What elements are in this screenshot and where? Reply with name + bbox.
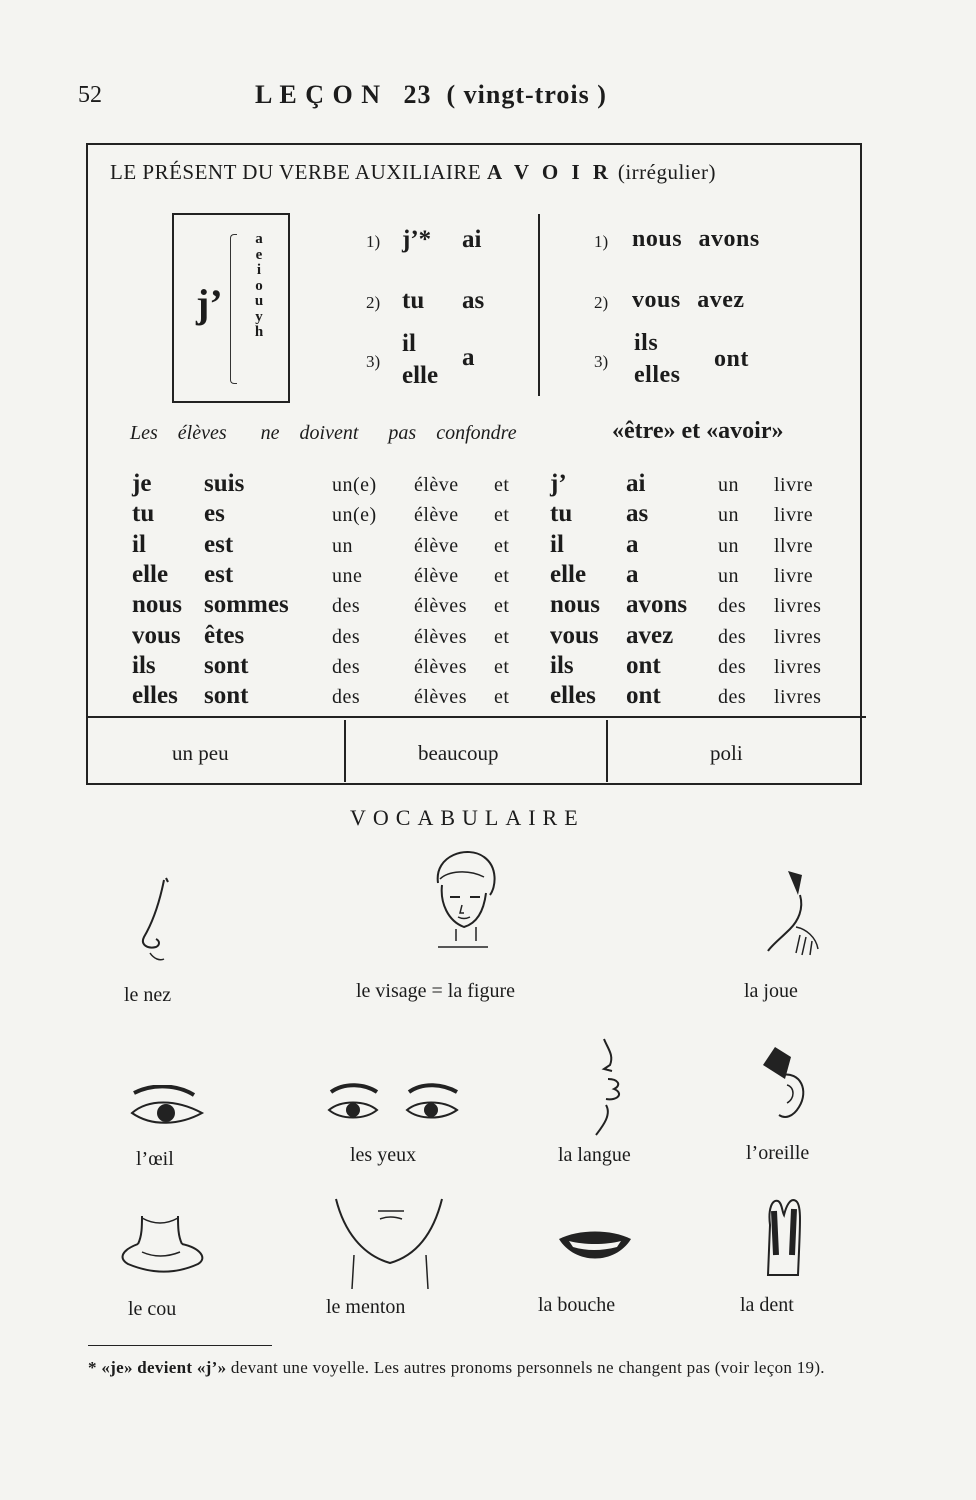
table-cell: avons	[626, 591, 688, 619]
table-cell: nous	[132, 591, 183, 619]
table-cell: livre	[774, 504, 814, 527]
table-cell: et	[494, 474, 510, 496]
vocab-label: le cou	[128, 1298, 177, 1320]
cell-divider	[606, 720, 608, 782]
table-row	[132, 652, 872, 682]
lesson-title: L E Ç O N 23 ( vingt-trois )	[255, 80, 607, 109]
chin-illustration	[330, 1195, 450, 1295]
table-cell: a	[626, 560, 639, 588]
neck-illustration	[112, 1212, 212, 1277]
tongue-illustration	[588, 1035, 638, 1140]
table-divider	[88, 716, 866, 718]
singular-number: 2)	[366, 293, 381, 312]
plural-number: 3)	[594, 352, 609, 371]
brace-shape	[230, 234, 237, 384]
singular-pronoun: j’*	[402, 226, 432, 253]
vowel-list: a e i o u y h	[254, 231, 264, 340]
table-row	[132, 500, 872, 530]
vocab-label: l’oreille	[746, 1142, 810, 1164]
plural-pronoun: ils	[634, 330, 659, 356]
table-cell: élève	[414, 504, 459, 527]
footnote: * «je» devient «j’» devant une voyelle. Les autres pronoms personnels ne changent pas (voir leçon 19).	[88, 1358, 825, 1377]
table-cell: es	[204, 500, 225, 528]
table-cell: il	[550, 530, 564, 558]
vocab-label: les yeux	[350, 1144, 417, 1166]
warning-text: Les élèves ne doivent pas confondre	[130, 422, 517, 444]
table-cell: et	[494, 534, 510, 557]
table-cell: élèves	[414, 655, 467, 678]
nose-illustration	[130, 875, 190, 970]
table-cell: élèves	[414, 686, 467, 709]
table-cell: des	[332, 625, 361, 648]
table-cell: élèves	[414, 595, 467, 618]
table-cell: élève	[414, 564, 459, 587]
table-cell: est	[204, 530, 234, 558]
vocab-label: le menton	[326, 1296, 406, 1318]
table-cell: des	[718, 686, 747, 709]
table-cell: ont	[626, 651, 661, 679]
table-cell: élève	[414, 534, 459, 557]
table-cell: et	[494, 625, 510, 648]
table-cell: un	[718, 534, 739, 557]
plural-pronoun: elles	[634, 362, 681, 388]
table-cell: tu	[132, 500, 155, 528]
singular-verb: as	[462, 287, 485, 314]
table-cell: un(e)	[332, 474, 377, 496]
table-cell: un	[718, 474, 739, 496]
table-row	[132, 470, 872, 500]
table-cell: êtes	[204, 621, 245, 649]
tooth-illustration	[760, 1195, 810, 1280]
vocab-label: la langue	[558, 1144, 631, 1166]
table-cell: des	[718, 655, 747, 678]
table-cell: vous	[132, 621, 181, 649]
table-cell: je	[132, 470, 152, 497]
table-cell: élèves	[414, 625, 467, 648]
table-cell: est	[204, 560, 234, 588]
eyes-illustration	[325, 1080, 465, 1135]
table-cell: un	[718, 504, 739, 527]
table-cell: un	[332, 534, 353, 557]
plural-form: vous avez	[632, 287, 745, 313]
singular-pronoun: tu	[402, 287, 425, 314]
table-cell: un(e)	[332, 504, 377, 527]
table-row	[132, 682, 872, 712]
table-cell: des	[718, 625, 747, 648]
table-cell: et	[494, 595, 510, 618]
column-divider	[538, 214, 540, 396]
table-row	[132, 622, 872, 652]
plural-number: 2)	[594, 293, 609, 312]
table-cell: vous	[550, 621, 599, 649]
table-cell: ont	[626, 682, 661, 710]
table-cell: livres	[774, 655, 822, 678]
singular-number: 3)	[366, 352, 381, 371]
table-cell: ils	[132, 651, 156, 679]
table-cell: elle	[550, 560, 587, 588]
adverb-cell: beaucoup	[418, 741, 499, 765]
singular-pronoun: il	[402, 330, 416, 357]
singular-verb: a	[462, 344, 475, 371]
vocab-label: la dent	[740, 1294, 794, 1316]
table-cell: des	[718, 595, 747, 618]
table-cell: sont	[204, 651, 249, 679]
table-cell: et	[494, 504, 510, 527]
singular-pronoun: elle	[402, 362, 439, 389]
table-cell: et	[494, 686, 510, 709]
table-cell: j’	[550, 470, 567, 497]
table-cell: ai	[626, 470, 646, 497]
plural-verb: ont	[714, 346, 749, 372]
mouth-illustration	[555, 1225, 635, 1275]
table-cell: suis	[204, 470, 245, 497]
table-cell: des	[332, 686, 361, 709]
table-cell: et	[494, 564, 510, 587]
vocab-label: le visage = la figure	[356, 980, 515, 1002]
table-cell: avez	[626, 621, 674, 649]
table-cell: livres	[774, 595, 822, 618]
table-cell: des	[332, 655, 361, 678]
table-cell: ils	[550, 651, 574, 679]
table-row	[132, 561, 872, 591]
table-cell: il	[132, 530, 146, 558]
table-cell: sommes	[204, 591, 289, 619]
eye-illustration	[128, 1085, 208, 1135]
table-cell: livre	[774, 564, 814, 587]
singular-number: 1)	[366, 232, 381, 251]
table-cell: elles	[132, 682, 178, 710]
table-cell: élève	[414, 474, 459, 496]
cheek-illustration	[760, 865, 840, 970]
singular-verb: ai	[462, 226, 482, 253]
ear-illustration	[755, 1045, 815, 1130]
page-number: 52	[78, 82, 102, 108]
plural-number: 1)	[594, 232, 609, 251]
face-illustration	[418, 843, 508, 958]
table-cell: livre	[774, 474, 814, 496]
table-cell: nous	[550, 591, 601, 619]
adverb-cell: un peu	[172, 741, 229, 765]
table-cell: llvre	[774, 534, 814, 557]
grammar-heading: LE PRÉSENT DU VERBE AUXILIAIRE A V O I R (irrégulier)	[110, 160, 716, 184]
table-cell: une	[332, 564, 363, 587]
adverb-cell: poli	[710, 741, 743, 765]
vocab-label: l’œil	[136, 1148, 174, 1170]
table-cell: livres	[774, 686, 822, 709]
vocab-label: la joue	[744, 980, 798, 1002]
elision-letter: j’	[196, 281, 223, 326]
table-cell: tu	[550, 500, 573, 528]
table-cell: livres	[774, 625, 822, 648]
plural-form: nous avons	[632, 226, 760, 252]
table-cell: et	[494, 655, 510, 678]
table-cell: a	[626, 530, 639, 558]
table-row	[132, 591, 872, 621]
cell-divider	[344, 720, 346, 782]
vocab-label: la bouche	[538, 1294, 616, 1316]
vocabulary-title: VOCABULAIRE	[350, 805, 585, 830]
footnote-rule	[88, 1345, 272, 1346]
table-cell: elles	[550, 682, 596, 710]
warning-verbs: «être» et «avoir»	[612, 418, 784, 444]
table-cell: des	[332, 595, 361, 618]
table-cell: un	[718, 564, 739, 587]
table-cell: as	[626, 500, 649, 528]
table-cell: sont	[204, 682, 249, 710]
table-row	[132, 531, 872, 561]
table-cell: elle	[132, 560, 169, 588]
vocab-label: le nez	[124, 984, 172, 1006]
